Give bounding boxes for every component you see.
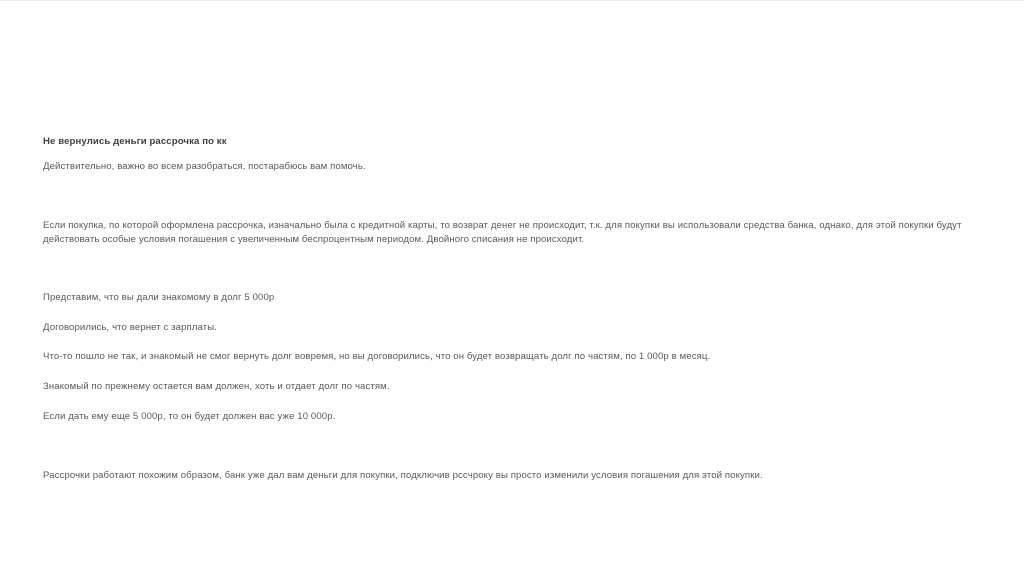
- paragraph-explanation: Если покупка, по которой оформлена рассрочка, изначально была с кредитной карты, то возврат денег не происходит, т.к. для покупки вы использовали средства банка, однако, для этой покупки будут действовать особые условия погашения с увеличенным беспроцентным периодом. Двойного списания не происходит.: [43, 220, 962, 245]
- paragraph-conclusion: Рассрочки работают похожим образом, банк уже дал вам деньги для покупки, подключив рссчроку вы просто изменили условия погашения для этой покупки.: [43, 470, 763, 481]
- paragraph-installments: Что-то пошло не так, и знакомый не смог вернуть долг вовремя, но вы договорились, что он будет возвращать долг по частям, по 1 000р в месяц.: [43, 351, 711, 362]
- paragraph-still-owes: Знакомый по прежнему остается вам должен, хоть и отдает долг по частям.: [43, 381, 390, 392]
- paragraph-example-start: Представим, что вы дали знакомому в долг 5 000р: [43, 292, 275, 303]
- paragraph-agreement: Договорились, что вернет с зарплаты.: [43, 322, 217, 333]
- paragraph-more-debt: Если дать ему еще 5 000р, то он будет должен вас уже 10 000р.: [43, 411, 336, 422]
- document-title: Не вернулись деньги рассрочка по кк: [43, 136, 227, 147]
- paragraph-greeting: Действительно, важно во всем разобраться, постарабюсь вам помочь.: [43, 161, 366, 172]
- top-divider: [0, 0, 1024, 1]
